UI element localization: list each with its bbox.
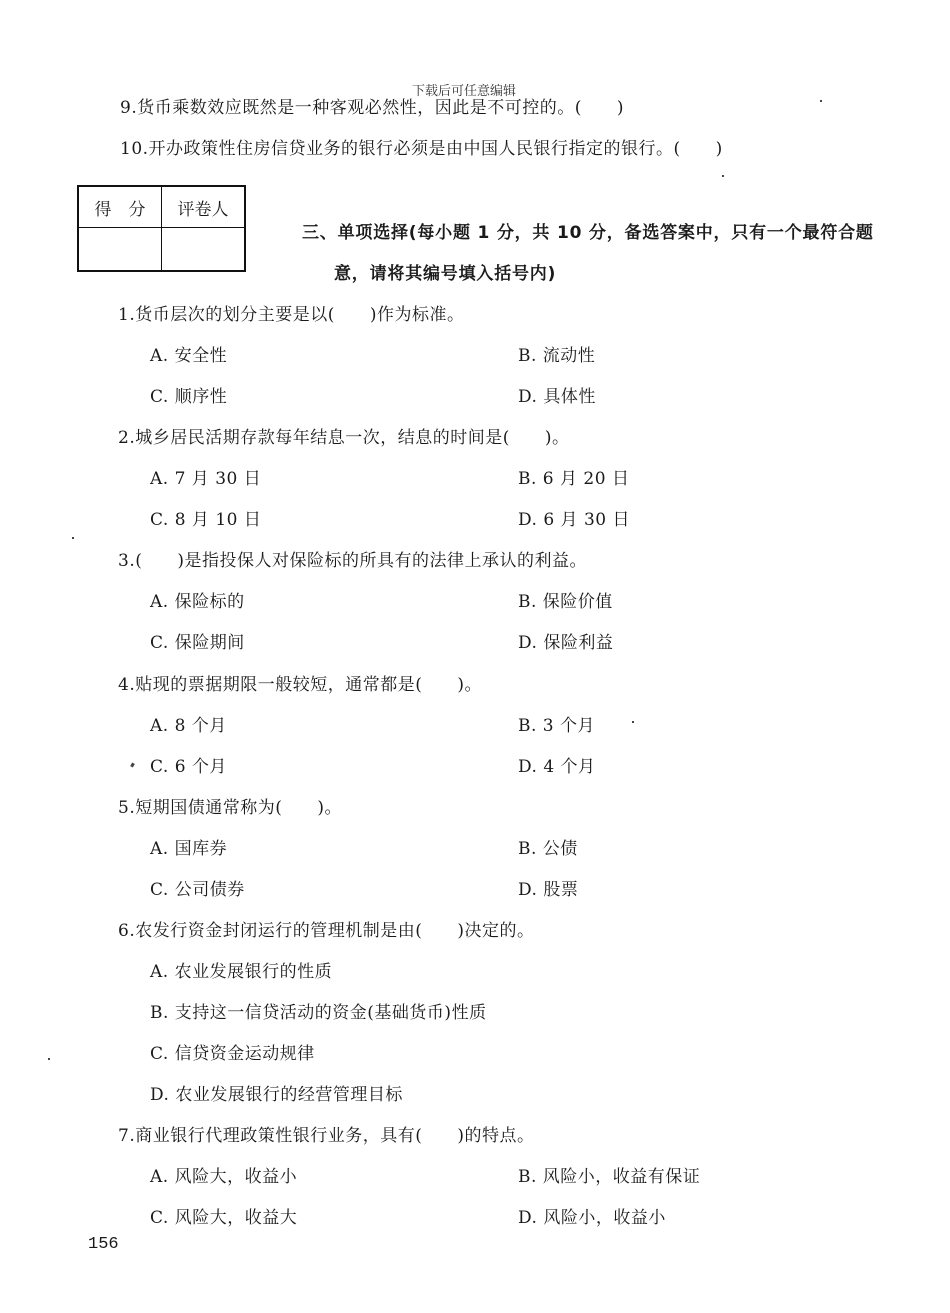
question-2-option-b: B. 6 月 20 日 bbox=[518, 469, 630, 489]
question-6-option-b: B. 支持这一信贷活动的资金(基础货币)性质 bbox=[150, 1003, 487, 1023]
question-5-option-b: B. 公债 bbox=[518, 839, 578, 859]
question-3-option-c: C. 保险期间 bbox=[150, 633, 245, 653]
question-5-stem: 5.短期国债通常称为( )。 bbox=[118, 798, 342, 818]
question-3-option-a: A. 保险标的 bbox=[150, 592, 245, 612]
page-number: 156 bbox=[88, 1235, 119, 1254]
question-2-stem: 2.城乡居民活期存款每年结息一次，结息的时间是( )。 bbox=[118, 428, 570, 448]
score-box bbox=[77, 185, 246, 272]
question-6-option-c: C. 信贷资金运动规律 bbox=[150, 1044, 315, 1064]
question-4-option-c: C. 6 个月 bbox=[150, 757, 227, 777]
question-7-option-d: D. 风险小，收益小 bbox=[518, 1208, 666, 1228]
question-3-option-d: D. 保险利益 bbox=[518, 633, 614, 653]
question-4-stem: 4.贴现的票据期限一般较短，通常都是( )。 bbox=[118, 675, 482, 695]
scan-speck bbox=[632, 721, 634, 723]
question-2-option-c: C. 8 月 10 日 bbox=[150, 510, 262, 530]
scan-speck bbox=[130, 763, 135, 768]
question-3-stem: 3.( )是指投保人对保险标的所具有的法律上承认的利益。 bbox=[118, 551, 587, 571]
grader-header: 评卷人 bbox=[162, 186, 246, 228]
question-1-option-a: A. 安全性 bbox=[150, 346, 228, 366]
question-1-option-b: B. 流动性 bbox=[518, 346, 596, 366]
question-4-option-a: A. 8 个月 bbox=[150, 716, 227, 736]
question-1-option-c: C. 顺序性 bbox=[150, 387, 228, 407]
score-header: 得 分 bbox=[78, 186, 162, 228]
question-2-option-d: D. 6 月 30 日 bbox=[518, 510, 630, 530]
question-3-option-b: B. 保险价值 bbox=[518, 592, 613, 612]
question-6-option-a: A. 农业发展银行的性质 bbox=[150, 962, 333, 982]
question-4-option-b: B. 3 个月 bbox=[518, 716, 596, 736]
scan-speck bbox=[72, 537, 74, 539]
scan-speck bbox=[820, 100, 822, 102]
section-title-line1: 三、单项选择(每小题 1 分，共 10 分，备选答案中，只有一个最符合题 bbox=[302, 223, 874, 243]
scan-speck bbox=[48, 1058, 50, 1060]
question-5-option-c: C. 公司债券 bbox=[150, 880, 245, 900]
score-cell bbox=[78, 228, 162, 272]
question-2-option-a: A. 7 月 30 日 bbox=[150, 469, 262, 489]
question-6-stem: 6.农发行资金封闭运行的管理机制是由( )决定的。 bbox=[118, 921, 535, 941]
question-6-option-d: D. 农业发展银行的经营管理目标 bbox=[150, 1085, 403, 1105]
question-5-option-d: D. 股票 bbox=[518, 880, 579, 900]
question-1-option-d: D. 具体性 bbox=[518, 387, 596, 407]
question-7-stem: 7.商业银行代理政策性银行业务，具有( )的特点。 bbox=[118, 1126, 535, 1146]
question-5-option-a: A. 国库券 bbox=[150, 839, 228, 859]
scan-speck bbox=[722, 175, 724, 177]
question-7-option-a: A. 风险大，收益小 bbox=[150, 1167, 298, 1187]
question-7-option-c: C. 风险大，收益大 bbox=[150, 1208, 298, 1228]
tf-question-10: 10.开办政策性住房信贷业务的银行必须是由中国人民银行指定的银行。( ) bbox=[120, 139, 723, 159]
tf-question-9: 9.货币乘数效应既然是一种客观必然性，因此是不可控的。( ) bbox=[120, 98, 624, 118]
watermark-text: 下载后可任意编辑 bbox=[412, 84, 517, 99]
question-4-option-d: D. 4 个月 bbox=[518, 757, 596, 777]
question-7-option-b: B. 风险小，收益有保证 bbox=[518, 1167, 701, 1187]
grader-cell bbox=[162, 228, 246, 272]
question-1-stem: 1.货币层次的划分主要是以( )作为标准。 bbox=[118, 305, 465, 325]
section-title-line2: 意，请将其编号填入括号内) bbox=[334, 264, 557, 284]
